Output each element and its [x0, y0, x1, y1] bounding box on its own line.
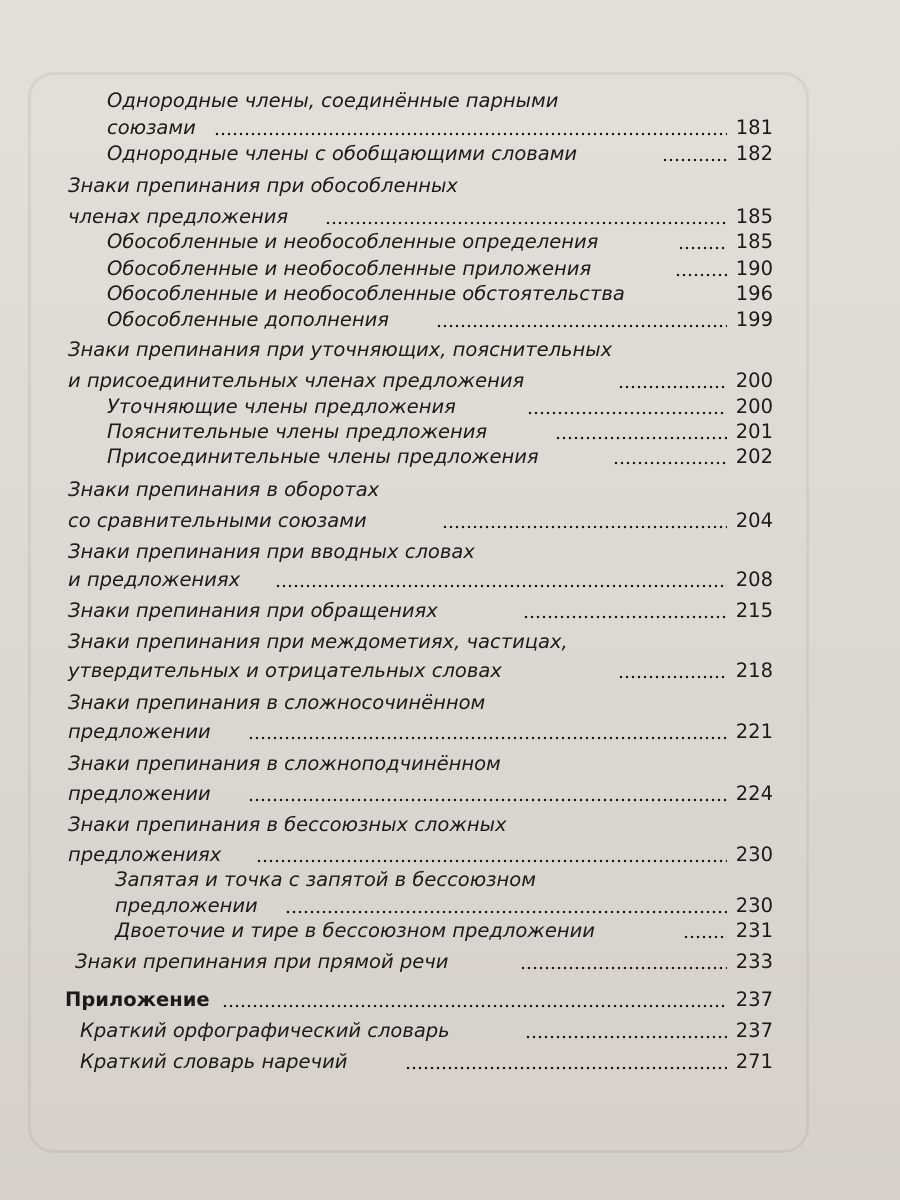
toc-page-number: 224 [735, 782, 773, 805]
dot-leader [675, 273, 727, 277]
toc-page-number: 200 [735, 369, 773, 392]
toc-entry-title: Обособленные и необособленные определения [107, 230, 599, 253]
toc-entry-title: Двоеточие и тире в бессоюзном предложении [115, 919, 595, 942]
toc-entry-title: Знаки препинания в бессоюзных сложных [68, 813, 507, 836]
toc-entry-title: Приложение [65, 988, 210, 1011]
toc-entry [0, 1017, 900, 1045]
toc-entry-title: утвердительных и отрицательных словах [68, 659, 502, 682]
toc-entry [0, 336, 900, 364]
toc-page-number: 204 [735, 509, 773, 532]
toc-entry-title: предложении [115, 894, 258, 917]
dot-leader [527, 411, 727, 415]
toc-entry [0, 566, 900, 594]
toc-entry-title: Обособленные дополнения [107, 308, 389, 331]
toc-entry-title: и присоединительных членах предложения [68, 369, 525, 392]
toc-entry-title: Краткий орфографический словарь [80, 1019, 450, 1042]
toc-page-number: 190 [735, 257, 773, 280]
toc-page-number: 182 [735, 142, 773, 165]
toc-entry [0, 597, 900, 625]
toc-page-number: 230 [735, 894, 773, 917]
dot-leader [248, 736, 727, 740]
dot-leader [285, 910, 727, 914]
toc-entry [0, 628, 900, 656]
dot-leader [618, 385, 727, 389]
dot-leader [436, 324, 727, 328]
toc-entry-title: и предложениях [68, 568, 241, 591]
toc-entry-title: Обособленные и необособленные приложения [107, 257, 592, 280]
toc-page-number: 200 [735, 395, 773, 418]
dot-leader [214, 132, 727, 136]
toc-entry [0, 986, 900, 1014]
toc-entry [0, 689, 900, 717]
toc-entry [0, 306, 900, 334]
dot-leader [683, 935, 727, 939]
toc-entry-title: Однородные члены, соединённые парными [107, 89, 559, 112]
toc-entry [0, 948, 900, 976]
toc-entry [0, 811, 900, 839]
toc-entry [0, 718, 900, 746]
toc-entry [0, 780, 900, 808]
toc-entry [0, 140, 900, 168]
toc-entry [0, 507, 900, 535]
toc-entry-title: Однородные члены с обобщающими словами [107, 142, 578, 165]
toc-entry [0, 255, 900, 283]
dot-leader [662, 158, 727, 162]
toc-page-number: 196 [735, 282, 773, 305]
dot-leader [222, 1004, 727, 1008]
dot-leader [525, 1035, 727, 1039]
dot-leader [248, 798, 727, 802]
toc-entry-title: Знаки препинания при междометиях, частицах, [68, 630, 568, 653]
toc-entry [0, 228, 900, 256]
toc-entry [0, 657, 900, 685]
toc-entry [0, 538, 900, 566]
toc-entry [0, 367, 900, 395]
toc-page-number: 237 [735, 1019, 773, 1042]
toc-page-number: 237 [735, 988, 773, 1011]
toc-page-number: 215 [735, 599, 773, 622]
toc-entry [0, 1048, 900, 1076]
toc-page-number: 208 [735, 568, 773, 591]
toc-entry-title: Уточняющие члены предложения [107, 395, 456, 418]
toc-entry [0, 866, 900, 894]
toc-entry-title: Знаки препинания при прямой речи [75, 950, 449, 973]
toc-entry-title: членах предложения [68, 205, 289, 228]
toc-entry [0, 476, 900, 504]
toc-entry [0, 172, 900, 200]
toc-page-number: 202 [735, 445, 773, 468]
toc-entry-title: Знаки препинания в сложносочинённом [68, 691, 486, 714]
toc-page-number: 181 [735, 116, 773, 139]
toc-entry-title: Знаки препинания при вводных словах [68, 540, 475, 563]
toc-entry-title: предложениях [68, 843, 222, 866]
dot-leader [523, 615, 727, 619]
dot-leader [256, 859, 727, 863]
dot-leader [678, 246, 727, 250]
toc-entry-title: со сравнительными союзами [68, 509, 367, 532]
dot-leader [555, 436, 727, 440]
toc-page-number: 231 [735, 919, 773, 942]
toc-entry-title: Знаки препинания в сложноподчинённом [68, 752, 501, 775]
toc-page-number: 218 [735, 659, 773, 682]
toc-page-number: 201 [735, 420, 773, 443]
toc-entry-title: предложении [68, 720, 211, 743]
toc-entry [0, 280, 900, 308]
toc-entry-title: союзами [107, 116, 196, 139]
toc-entry-title: Знаки препинания в оборотах [68, 478, 380, 501]
dot-leader [442, 525, 727, 529]
toc-entry-title: Обособленные и необособленные обстоятельства [107, 282, 625, 305]
toc-entry [0, 750, 900, 778]
toc-page-number: 199 [735, 308, 773, 331]
toc-page-number: 233 [735, 950, 773, 973]
dot-leader [275, 584, 727, 588]
toc-page-number: 230 [735, 843, 773, 866]
dot-leader [613, 461, 727, 465]
toc-entry [0, 87, 900, 115]
toc-entry [0, 203, 900, 231]
toc-entry-title: Краткий словарь наречий [80, 1050, 348, 1073]
toc-entry-title: Присоединительные члены предложения [107, 445, 539, 468]
toc-entry [0, 443, 900, 471]
toc-entry-title: Знаки препинания при уточняющих, пояснительных [68, 338, 613, 361]
dot-leader [325, 221, 727, 225]
toc-entry [0, 917, 900, 945]
toc-entry-title: Запятая и точка с запятой в бессоюзном [115, 868, 536, 891]
toc-page-number: 185 [735, 230, 773, 253]
toc-entry-title: предложении [68, 782, 211, 805]
toc-entry [0, 841, 900, 869]
toc-entry [0, 418, 900, 446]
toc-entry-title: Знаки препинания при обращениях [68, 599, 438, 622]
toc-entry-title: Знаки препинания при обособленных [68, 174, 458, 197]
toc-page-number: 221 [735, 720, 773, 743]
dot-leader [405, 1066, 727, 1070]
toc-page-number: 271 [735, 1050, 773, 1073]
dot-leader [520, 966, 727, 970]
toc-page-number: 185 [735, 205, 773, 228]
toc-entry [0, 892, 900, 920]
toc-entry-title: Пояснительные члены предложения [107, 420, 488, 443]
dot-leader [618, 675, 727, 679]
toc-entry [0, 114, 900, 142]
toc-entry [0, 393, 900, 421]
